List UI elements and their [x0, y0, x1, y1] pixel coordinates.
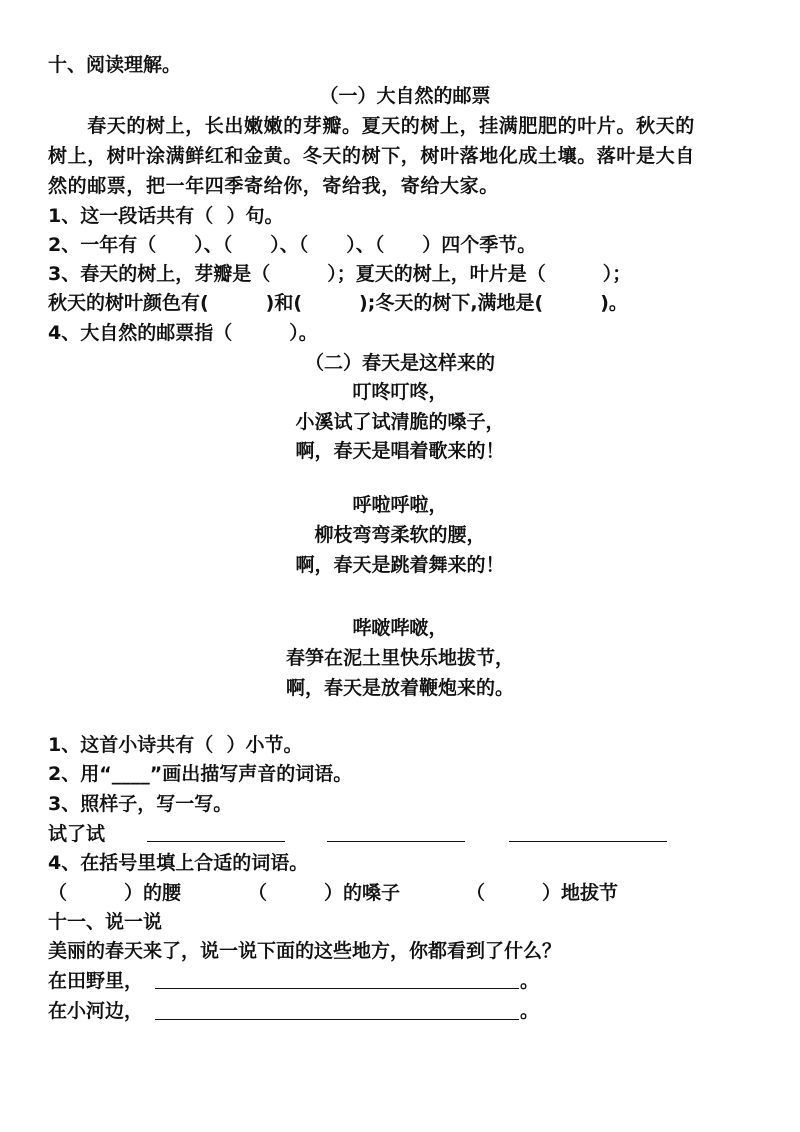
poem-line: 哔啵哔啵，	[352, 617, 448, 639]
fill-throat: （ ）的嗓子	[248, 882, 401, 904]
field-label: 在田野里，	[48, 970, 144, 992]
write-blank-3[interactable]	[509, 841, 667, 842]
fill-sprout: （ ）地拔节	[466, 882, 619, 904]
question-1-1: 1、这一段话共有（ ）句。	[48, 205, 284, 227]
poem-line: 啊，春天是唱着歌来的！	[295, 440, 505, 462]
question-2-3: 3、照样子，写一写。	[48, 793, 233, 815]
write-blank-2[interactable]	[327, 841, 465, 842]
poem-line: 春笋在泥土里快乐地拔节，	[285, 647, 514, 669]
passage-one-title: （一）大自然的邮票	[319, 85, 491, 107]
section-eleven-title: 十一、说一说	[48, 911, 163, 933]
passage-line-3: 然的邮票，把一年四季寄给你，寄给我，寄给大家。	[48, 175, 499, 197]
section-eleven-prompt: 美丽的春天来了，说一说下面的这些地方，你都看到了什么？	[48, 940, 562, 962]
river-end-mark: 。	[520, 1000, 540, 1022]
fill-waist: （ ）的腰	[48, 882, 182, 904]
write-blank-1[interactable]	[147, 841, 285, 842]
example-phrase: 试了试	[48, 823, 106, 845]
passage-line-2: 树上，树叶涂满鲜红和金黄。冬天的树下，树叶落地化成土壤。落叶是大自	[48, 145, 695, 167]
field-end-mark: 。	[520, 970, 540, 992]
passage-line-1: 春天的树上，长出嫩嫩的芽瓣。夏天的树上，挂满肥肥的叶片。秋天的	[48, 115, 695, 137]
poem-line: 啊，春天是跳着舞来的！	[295, 554, 505, 576]
question-1-3-cont: 秋天的树叶颜色有( )和( );冬天的树下,满地是( )。	[48, 292, 628, 314]
question-2-2: 2、用“____”画出描写声音的词语。	[48, 763, 353, 785]
poem-line: 小溪试了试清脆的嗓子，	[295, 411, 505, 433]
question-2-4: 4、在括号里填上合适的词语。	[48, 852, 309, 874]
river-label: 在小河边，	[48, 1000, 144, 1022]
river-answer-line[interactable]	[155, 1019, 519, 1020]
section-ten-title: 十、阅读理解。	[48, 54, 182, 76]
field-answer-line[interactable]	[155, 988, 519, 989]
poem-line: 呼啦呼啦，	[352, 494, 448, 516]
poem-line: 叮咚叮咚，	[352, 381, 448, 403]
poem-line: 啊，春天是放着鞭炮来的。	[285, 677, 514, 699]
question-1-2: 2、一年有（ ）、（ ）、（ ）、（ ）四个季节。	[48, 234, 537, 256]
question-1-4: 4、大自然的邮票指（ ）。	[48, 322, 318, 344]
question-1-3: 3、春天的树上，芽瓣是（ ）；夏天的树上，叶片是（ ）；	[48, 263, 632, 285]
question-2-1: 1、这首小诗共有（ ）小节。	[48, 734, 303, 756]
poem-title: （二）春天是这样来的	[304, 352, 495, 374]
poem-line: 柳枝弯弯柔软的腰，	[314, 524, 486, 546]
